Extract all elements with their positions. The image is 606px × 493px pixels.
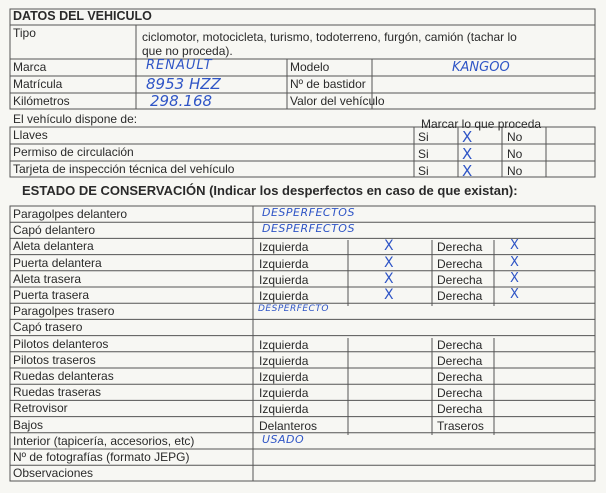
- derecha-label: Derecha: [437, 240, 483, 255]
- derecha-label: Derecha: [437, 386, 483, 401]
- marcar-label: Marcar lo que proceda: [421, 117, 542, 131]
- km-label: Kilómetros: [13, 94, 70, 108]
- tarjeta-si-mark[interactable]: X: [462, 162, 473, 180]
- izquierda-mark[interactable]: X: [384, 270, 394, 287]
- traseros-label: Traseros: [437, 418, 484, 433]
- estado-row-label: Aleta trasera: [13, 271, 82, 286]
- no-label: No: [507, 130, 523, 144]
- delanteros-label: Delanteros: [259, 418, 318, 433]
- estado-row-label: Observaciones: [13, 466, 94, 481]
- izquierda-label: Izquierda: [259, 353, 309, 368]
- estado-row-label: Puerta trasera: [13, 288, 90, 302]
- modelo-value[interactable]: KANGOO: [452, 60, 510, 75]
- derecha-label: Derecha: [437, 402, 483, 417]
- dispone-item-tarjeta: Tarjeta de inspección técnica del vehículo: [13, 162, 235, 176]
- estado-row-label: Interior (tapicería, accesorios, etc): [13, 433, 195, 448]
- izquierda-label: Izquierda: [259, 402, 309, 417]
- estado-note[interactable]: DESPERFECTOS: [262, 222, 355, 236]
- izquierda-mark[interactable]: X: [384, 287, 394, 303]
- estado-note[interactable]: DESPERFECTO: [258, 304, 329, 315]
- estado-row-label: Capó trasero: [13, 320, 83, 335]
- estado-row-label: Ruedas delanteras: [13, 369, 114, 383]
- section-title-vehicle: DATOS DEL VEHICULO: [13, 9, 152, 23]
- izquierda-label: Izquierda: [259, 256, 309, 271]
- dispone-item-permiso: Permiso de circulación: [13, 145, 134, 159]
- marca-value[interactable]: RENAULT: [146, 58, 213, 73]
- derecha-label: Derecha: [437, 289, 483, 303]
- tipo-label: Tipo: [13, 26, 36, 40]
- izquierda-label: Izquierda: [259, 386, 309, 401]
- estado-row-label: Nº de fotografías (formato JEPG): [13, 450, 190, 464]
- derecha-label: Derecha: [437, 337, 483, 352]
- si-label: Si: [418, 130, 429, 144]
- estado-row-label: Pilotos delanteros: [13, 336, 109, 351]
- estado-note[interactable]: USADO: [262, 432, 305, 446]
- izquierda-mark[interactable]: X: [384, 254, 394, 271]
- no-label: No: [507, 164, 523, 178]
- derecha-label: Derecha: [437, 353, 483, 368]
- valor-label: Valor del vehículo: [290, 94, 385, 108]
- marca-label: Marca: [13, 60, 47, 74]
- izquierda-label: Izquierda: [259, 272, 309, 287]
- estado-row-label: Retrovisor: [13, 401, 68, 416]
- derecha-label: Derecha: [437, 272, 483, 287]
- derecha-mark[interactable]: X: [510, 287, 519, 302]
- izquierda-label: Izquierda: [259, 337, 309, 352]
- estado-row-label: Paragolpes trasero: [13, 304, 115, 319]
- km-value[interactable]: 298.168: [150, 92, 213, 110]
- estado-row-label: Pilotos traseros: [13, 352, 96, 367]
- permiso-si-mark[interactable]: X: [462, 145, 473, 163]
- derecha-label: Derecha: [437, 370, 483, 384]
- estado-title: ESTADO DE CONSERVACIÓN (Indicar los desperfectos en caso de que existan):: [22, 183, 518, 198]
- estado-row-label: Capó delantero: [13, 223, 96, 238]
- derecha-mark[interactable]: X: [510, 238, 519, 254]
- derecha-label: Derecha: [437, 256, 483, 271]
- estado-row-label: Ruedas traseras: [13, 385, 102, 400]
- llaves-si-mark[interactable]: X: [462, 128, 473, 146]
- si-label: Si: [418, 147, 429, 161]
- estado-row-label: Bajos: [13, 417, 44, 432]
- izquierda-label: Izquierda: [259, 289, 309, 303]
- estado-note[interactable]: DESPERFECTOS: [262, 206, 355, 219]
- derecha-mark[interactable]: X: [510, 270, 519, 286]
- estado-row-label: Paragolpes delantero: [13, 207, 128, 221]
- matricula-label: Matrícula: [13, 77, 63, 91]
- izquierda-label: Izquierda: [259, 240, 309, 255]
- bastidor-label: Nº de bastidor: [290, 77, 366, 91]
- tipo-options-cont: que no proceda).: [142, 44, 233, 58]
- matricula-value[interactable]: 8953 HZZ: [146, 75, 221, 93]
- estado-row-label: Aleta delantera: [13, 239, 94, 254]
- izquierda-mark[interactable]: X: [384, 238, 394, 255]
- dispone-item-llaves: Llaves: [13, 128, 48, 142]
- dispone-title: El vehículo dispone de:: [13, 112, 138, 126]
- derecha-mark[interactable]: X: [510, 254, 519, 270]
- no-label: No: [507, 147, 523, 161]
- modelo-label: Modelo: [290, 60, 330, 74]
- tipo-options: ciclomotor, motocicleta, turismo, todoterreno, furgón, camión (tachar lo: [142, 30, 517, 44]
- si-label: Si: [418, 164, 429, 178]
- izquierda-label: Izquierda: [259, 370, 309, 384]
- estado-row-label: Puerta delantera: [13, 255, 102, 270]
